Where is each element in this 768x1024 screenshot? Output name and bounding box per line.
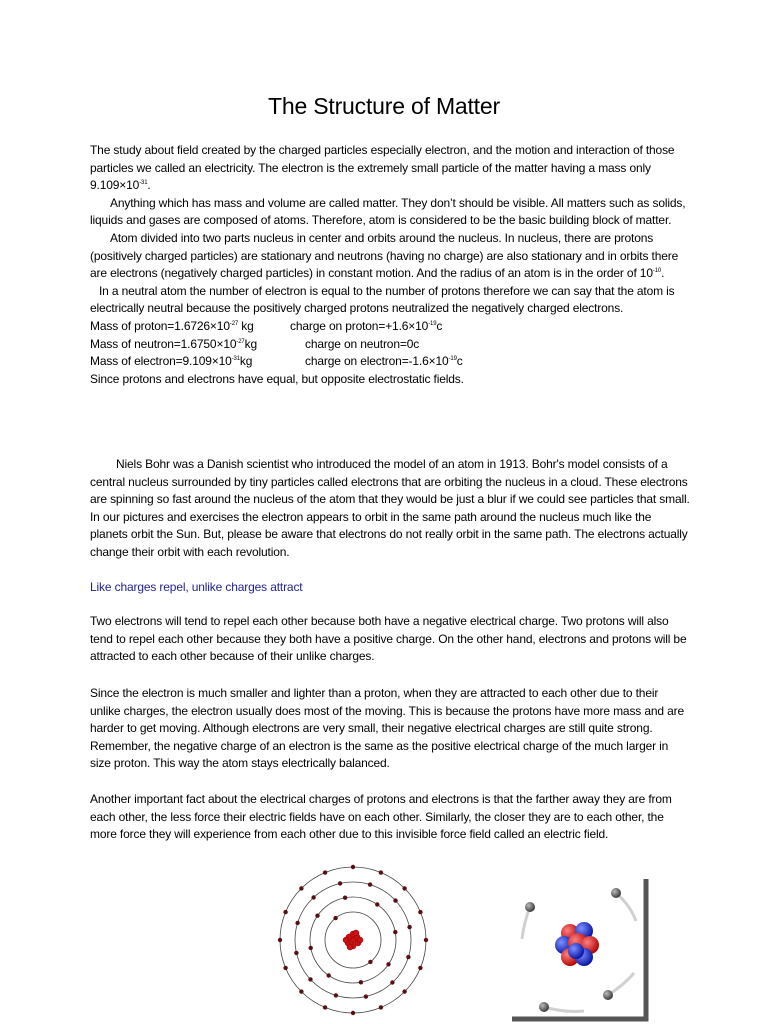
electron-dot <box>338 881 342 885</box>
electron-icon <box>611 888 621 898</box>
electron-dot <box>368 960 372 964</box>
electron-dot <box>323 870 327 874</box>
electron-dot <box>351 865 355 869</box>
nucleon-dot <box>343 937 349 943</box>
electron-dot <box>407 925 411 929</box>
electron-dot <box>375 902 379 906</box>
body-text-top <box>90 142 690 388</box>
electron-dot <box>333 916 337 920</box>
electron-dot <box>299 886 303 890</box>
repel-paragraph: Two electrons will tend to repel each other because both have a negative electrical charge. Two protons will also tend to repel each other because they both have a positive charge. On the other hand, electrons and protons will be attracted to each other because of their unlike charges. <box>90 614 687 664</box>
electron-dot <box>379 1005 383 1009</box>
electron-dot <box>393 930 397 934</box>
neutron-row: Mass of $neutron=1.6750\times 10^{-27}kg$ charge on neutron=0c <box>90 336 420 351</box>
electron-dot <box>311 895 315 899</box>
since-protons-line: Since protons and electrons have equal, but opposite electrostatic fields. <box>90 371 464 386</box>
neutral-paragraph: In a neutral atom the number of electron is equal to the number of protons therefore we can say that the atom is electrically neutral because the positively charged protons neutralized the negatively charged electrons. <box>90 283 675 316</box>
electron-dot <box>390 980 394 984</box>
electron-dot <box>402 886 406 890</box>
electron-dot <box>309 946 313 950</box>
electron-dot <box>393 898 397 902</box>
electron-dot <box>294 951 298 955</box>
electron-dot <box>315 914 319 918</box>
bohr-paragraph: Niels Bohr was a Danish scientist who introduced the model of an atom in 1913. Bohr's model consists of a central nucleus surrounded by tiny particles called electrons that are orbiting the nucleus in a cloud. These electrons are spinning so fast around the nucleus of the atom that they would be just a blur if we could see particles that small. In our pictures and exercises the electron appears to orbit in the same path around the nucleus much like the planets orbit the Sun. But, please be aware that electrons do not really orbit in the same path. The electrons actually change their orbit with each revolution. <box>90 457 690 559</box>
electron-row: Mass of $electron=9.109\times 10^{-31}kg$ charge on $electron=-1.6\times 10^{-19}c$ <box>90 354 463 369</box>
electron-dot <box>406 955 410 959</box>
electron-dot <box>368 882 372 886</box>
electron-icon <box>525 902 535 912</box>
electron-dot <box>424 938 428 942</box>
electron-dot <box>299 989 303 993</box>
electron-icon <box>539 1002 549 1012</box>
electron-dot <box>359 980 363 984</box>
smaller-paragraph: Since the electron is much smaller and lighter than a proton, when they are attracted to each other due to their unlike charges, the electron usually does most of the moving. This is because the protons have more mass and are harder to get moving. Although electrons are very small, their negative electrical charges are still quite strong. Remember, the negative charge of an electron is the same as the positive electrical charge of the much larger in size proton. This way the atom stays electrically balanced. <box>90 686 684 771</box>
fact-paragraph: Another important fact about the electrical charges of protons and electrons is that the farther away they are from each other, the less force their electric fields have on each other. Similarly, the closer they are to each other, the more force they will experience from each other due to this invisible force field called an electric field. <box>90 792 672 842</box>
electron-dot <box>278 938 282 942</box>
electron-dot <box>327 973 331 977</box>
page-title: The Structure of Matter <box>268 93 500 119</box>
electron-dot <box>351 1011 355 1015</box>
electron-dot <box>343 896 347 900</box>
nucleus-cluster-icon <box>555 922 599 966</box>
nucleon-dot <box>357 937 363 943</box>
section-heading: Like charges repel, unlike charges attract <box>90 580 303 594</box>
electron-dot <box>283 966 287 970</box>
electron-dot <box>418 966 422 970</box>
intro-paragraph: The study about field created by the charged particles especially electron, and the motion and interaction of those particles we called an electricity. The electron is the extremely small particle of the matter having a mass only $9.109\times 10^{-31}$. <box>90 143 675 193</box>
electron-dot <box>418 910 422 914</box>
electron-dot <box>295 921 299 925</box>
proton-row: Mass of $proton=1.6726\times 10^{-27}$ kg charge on $proton=+1.6\times 10^{-19}c$ <box>90 318 443 333</box>
electron-dot <box>379 870 383 874</box>
nucleon-dot <box>347 944 353 950</box>
matter-paragraph: Anything which has mass and volume are called matter. They don’t should be visible. All matters such as solids, liquids and gases are composed of atoms. Therefore, atom is considered to be the basic building block of matter. <box>90 195 686 228</box>
bohr-section <box>90 456 690 562</box>
electron-dot <box>283 910 287 914</box>
atom-model-figure <box>508 877 655 1023</box>
nucleon-dot <box>353 930 359 936</box>
electron-dot <box>364 994 368 998</box>
electron-dot <box>386 962 390 966</box>
atom-paragraph: Atom divided into two parts nucleus in center and orbits around the nucleus. In nucleus, there are protons (positively charged particles) are stationary and neutrons (having no charge) are also stationary and in orbits there are electrons (negatively charged particles) in constant motion. And the radius of an atom is in the order of $10^{-10}$. <box>90 230 679 281</box>
electron-icon <box>603 990 613 1000</box>
electron-dot <box>402 989 406 993</box>
electron-dot <box>323 1005 327 1009</box>
electron-dot <box>334 993 338 997</box>
bohr-atom-figure <box>275 862 431 1020</box>
electron-dot <box>308 977 312 981</box>
nucleus-icon <box>343 930 363 950</box>
